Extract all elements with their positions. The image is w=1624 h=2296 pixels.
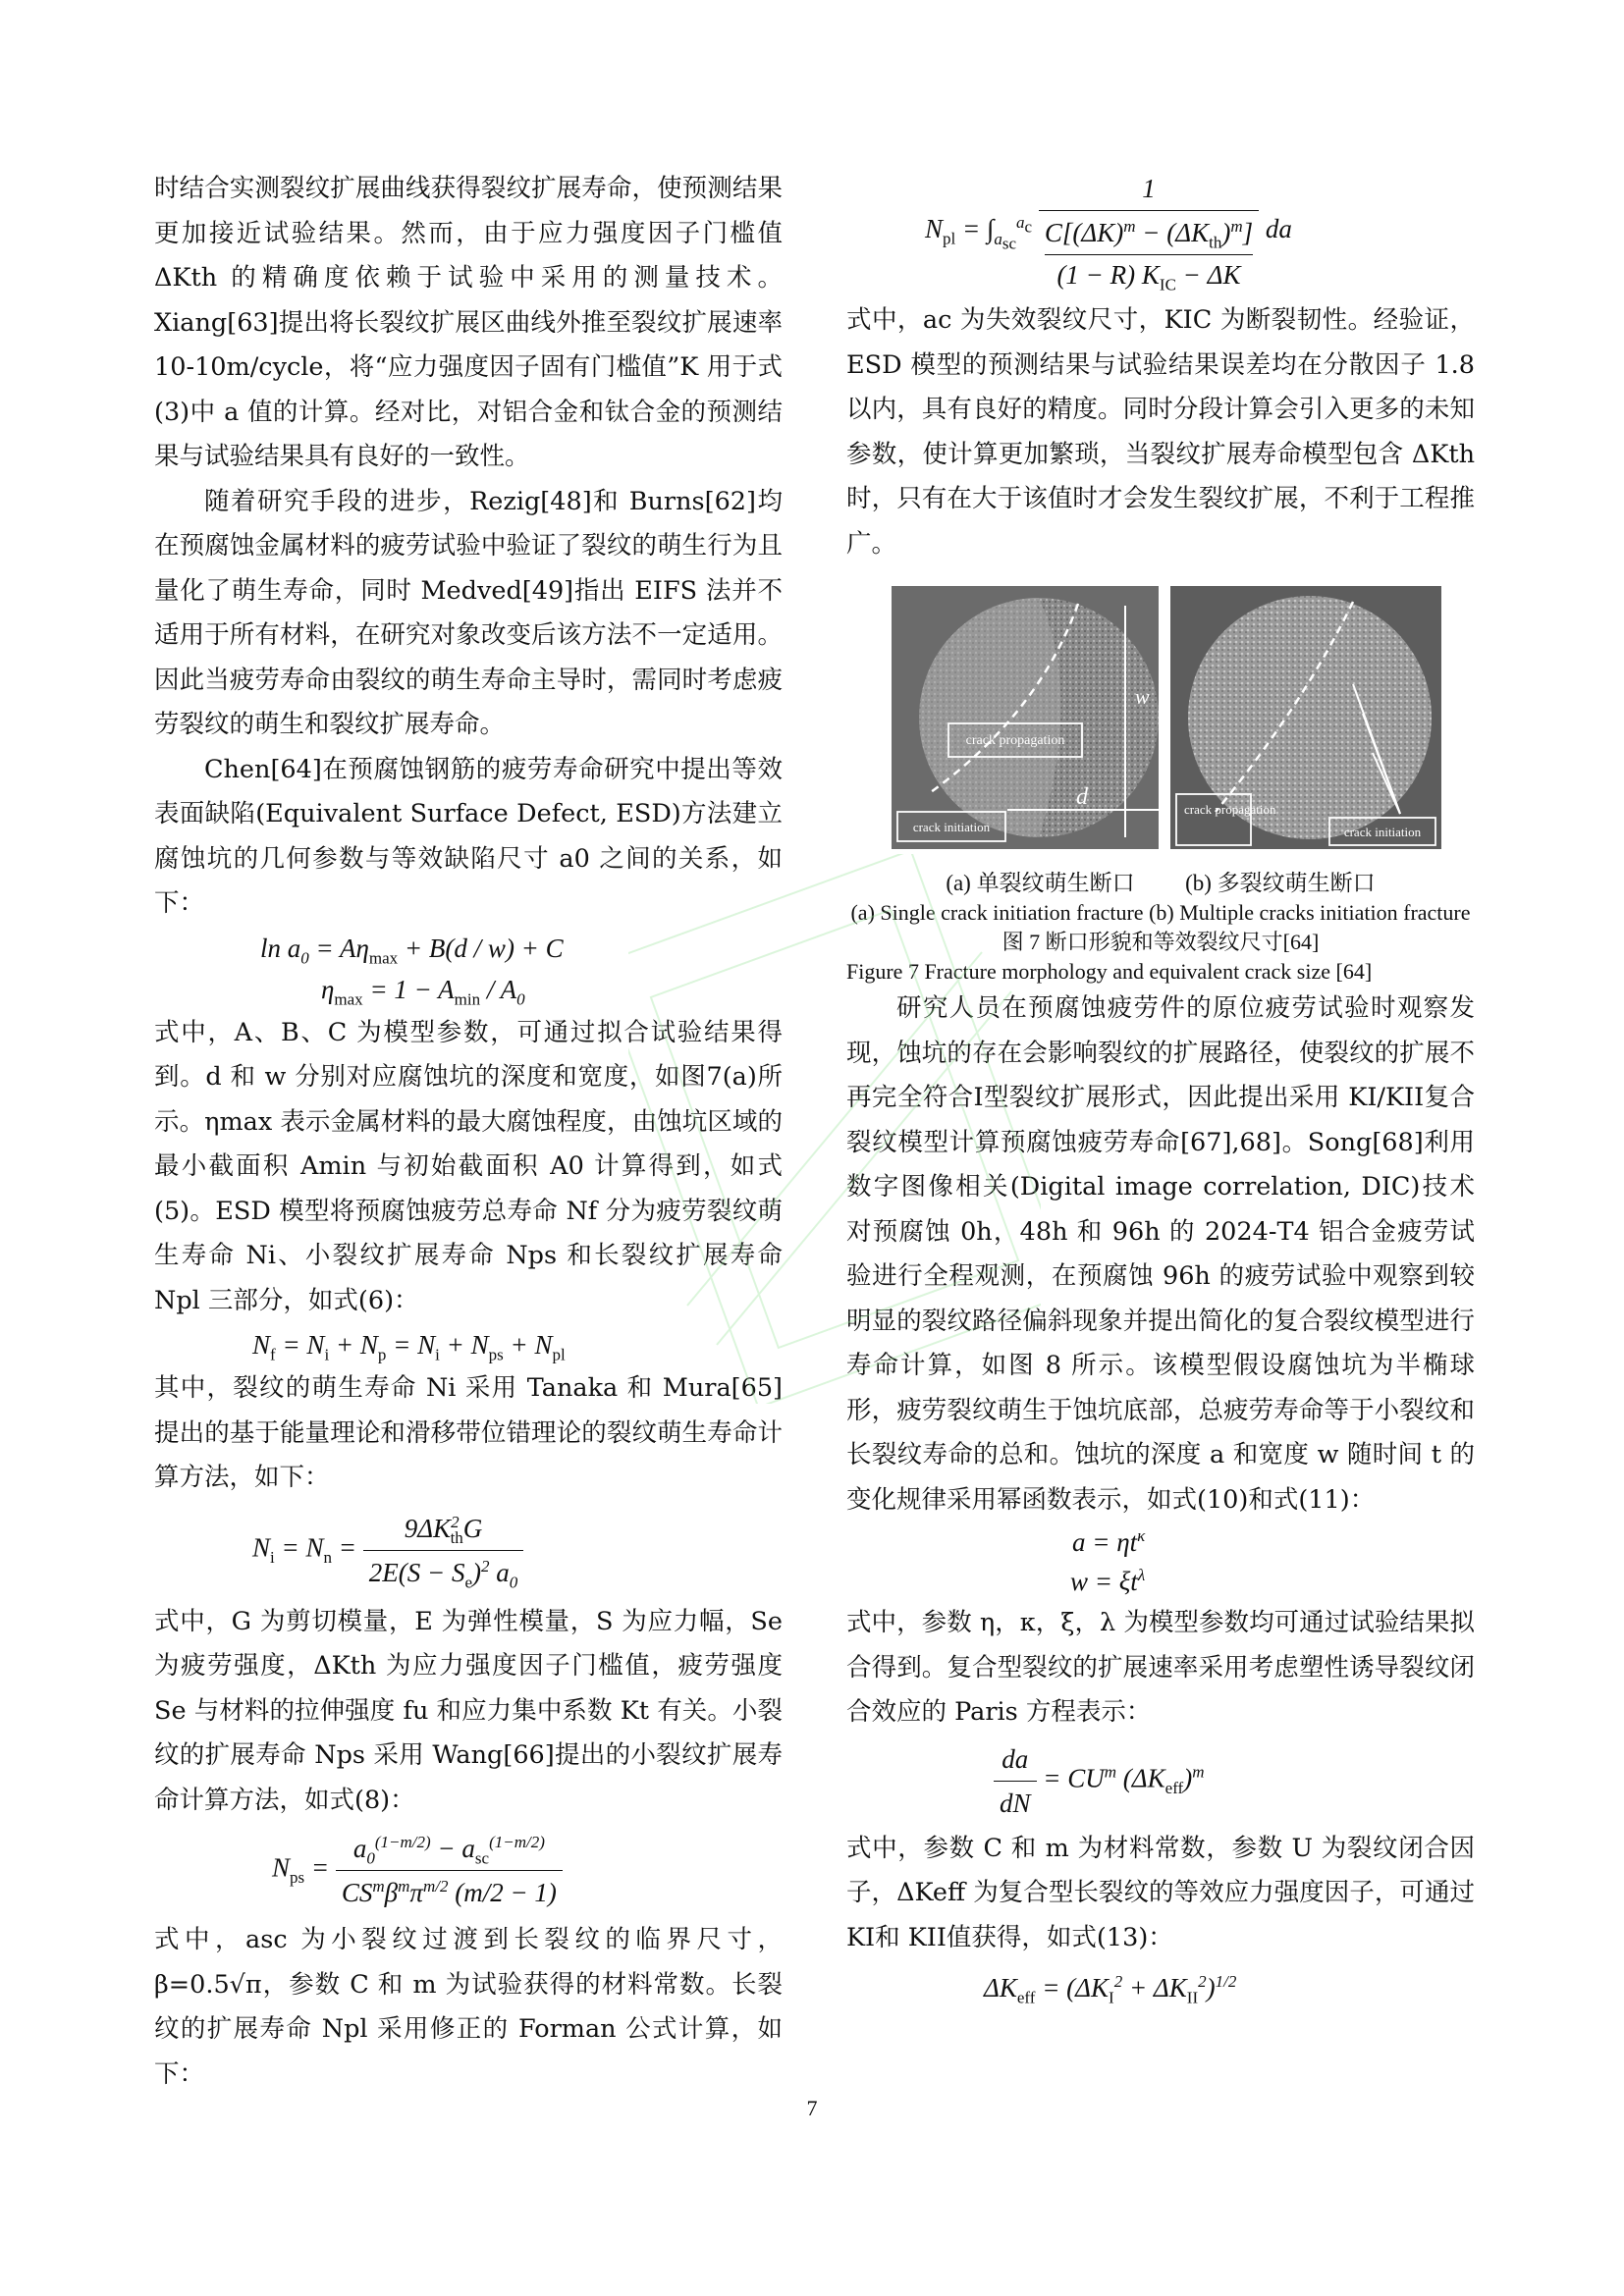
label-crack-propagation-b: crack propagation <box>1184 802 1276 817</box>
right-column <box>846 169 1475 2015</box>
label-w: w <box>1135 684 1150 709</box>
left-paragraph-4: 式中，A、B、C 为模型参数，可通过拟合试验结果得到。d 和 w 分别对应腐蚀坑的深度和宽度，如图7(a)所示。ηmax 表示金属材料的最大腐蚀程度，由蚀坑区域的最小截面积 Amin 与初始截面积 A0 计算得到，如式(5)。ESD 模型将预腐蚀疲劳总寿命 Nf 分为疲劳裂纹萌生寿命 Ni、小裂纹扩展寿命 Nps 和长裂纹扩展寿命 Npl 三部分，如式(6)： <box>154 1017 783 1315</box>
left-paragraph-7: 式中，asc 为小裂纹过渡到长裂纹的临界尺寸，β=0.5√π，参数 C 和 m 为试验获得的材料常数。长裂纹的扩展寿命 Npl 采用修正的 Forman 公式计算，如下： <box>154 1925 783 2089</box>
left-paragraph-2: 随着研究手段的进步，Rezig[48]和 Burns[62]均在预腐蚀金属材料的疲劳试验中验证了裂纹的萌生行为且量化了萌生寿命，同时 Medved[49]指出 EIFS 法并不适用于所有材料，在研究对象改变后该方法不一定适用。因此当疲劳寿命由裂纹的萌生寿命主导时，需同时考虑疲劳裂纹的萌生和裂纹扩展寿命。 <box>154 486 783 739</box>
left-paragraph-5: 其中，裂纹的萌生寿命 Ni 采用 Tanaka 和 Mura[65]提出的基于能量理论和滑移带位错理论的裂纹萌生寿命计算方法，如下： <box>154 1373 783 1492</box>
subcaption-a: (a) 单裂纹萌生断口 <box>946 871 1135 895</box>
label-crack-propagation: crack propagation <box>965 733 1065 748</box>
fracture-photos <box>892 586 1441 849</box>
equation-6: $N_f = N_i + N_p = N_i + N_{ps} + N_{pl}$ <box>252 1330 566 1364</box>
right-paragraph-2: 研究人员在预腐蚀疲劳件的原位疲劳试验时观察发现，蚀坑的存在会影响裂纹的扩展路径，使裂纹的扩展不再完全符合I型裂纹扩展形式，因此提出采用 KI/KII复合裂纹模型计算预腐蚀疲劳寿命[67],68]。Song[68]利用数字图像相关(Digital image correlation, DIC)技术对预腐蚀 0h，48h 和 96h 的 2024-T4 铝合金疲劳试验进行全程观测，在预腐蚀 96h 的疲劳试验中观察到较明显的裂纹路径偏斜现象并提出简化的复合裂纹模型进行寿命计算，如图 8 所示。该模型假设腐蚀坑为半椭球形，疲劳裂纹萌生于蚀坑底部，总疲劳寿命等于小裂纹和长裂纹寿命的总和。蚀坑的深度 a 和宽度 w 随时间 t 的变化规律采用幂函数表示，如式(10)和式(11)： <box>846 993 1475 1515</box>
equation-13: $\Delta K_{eff} = (\Delta K_I^2 + \Delta K_{II}^2)^{1/2}$ <box>984 1972 1237 2007</box>
right-paragraph-1: 式中，ac 为失效裂纹尺寸，KIC 为断裂韧性。经验证，ESD 模型的预测结果与试验结果误差均在分散因子 1.8 以内，具有良好的精度。同时分段计算会引入更多的未知参数，使计算更加繁琐，当裂纹扩展寿命模型包含 ΔKth 时，只有在大于该值时才会发生裂纹扩展，不利于工程推广。 <box>846 305 1475 559</box>
equation-5: $\eta_{max} = 1 - A_{min} / A_0$ <box>321 974 525 1008</box>
figure-7 <box>892 586 1441 849</box>
left-paragraph-3: Chen[64]在预腐蚀钢筋的疲劳寿命研究中提出等效表面缺陷(Equivalent Surface Defect, ESD)方法建立腐蚀坑的几何参数与等效缺陷尺寸 a0 之间的关系，如下： <box>154 754 783 918</box>
figure-title-en: Figure 7 Fracture morphology and equivalent crack size [64] <box>846 959 1373 984</box>
figure-title-cn: 图 7 断口形貌和等效裂纹尺寸[64] <box>1001 930 1320 954</box>
equation-9: $N_{pl} = \int_{a_{sc}}^{a_c}$ 1 $C[(\Delta K)^m - (\Delta K_{th})^m]$ (1 − R) $K_{IC} - \Delta K$ da <box>846 169 1475 294</box>
equation-10: $a = \eta t^\kappa$ <box>1072 1526 1146 1557</box>
right-paragraph-4: 式中，参数 C 和 m 为材料常数，参数 U 为裂纹闭合因子，ΔKeff 为复合型长裂纹的等效应力强度因子，可通过 KI和 KII值获得，如式(13)： <box>846 1833 1475 1952</box>
equation-7: $N_i = N_n$ = $\frac{9\Delta K^2_{th}G}{2E(S - S_e)^2 a_0}$ <box>154 1509 783 1592</box>
figure-subcaptions-cn <box>846 869 1475 898</box>
equation-8: $N_{ps}$ = $\frac{a_0^{(1-m/2)} - a_{sc}^{(1-m/2)}}{CS^m\beta^m\pi^{m/2} (m/2 - 1)}$ <box>154 1829 783 1912</box>
figure-subcaption-en: (a) Single crack initiation fracture (b) Multiple cracks initiation fracture <box>850 900 1471 925</box>
equation-4: $\ln a_0 = A\eta_{max} + B(d / w) + C$ <box>260 933 564 967</box>
equation-11: $w = \xi t^\lambda$ <box>1070 1566 1146 1596</box>
label-crack-initiation: crack initiation <box>912 820 991 834</box>
page-number: 7 <box>806 2096 818 2120</box>
equation-12: $\frac{da}{dN}$ = $CU^m$ $(\Delta K_{eff})^m$ <box>846 1739 1475 1823</box>
label-crack-initiation-b: crack initiation <box>1343 825 1422 839</box>
right-paragraph-3: 式中，参数 η，κ，ξ，λ 为模型参数均可通过试验结果拟合得到。复合型裂纹的扩展速率采用考虑塑性诱导裂纹闭合效应的 Paris 方程表示： <box>846 1608 1475 1727</box>
subcaption-b: (b) 多裂纹萌生断口 <box>1185 871 1376 895</box>
left-paragraph-6: 式中，G 为剪切模量，E 为弹性模量，S 为应力幅，Se 为疲劳强度，ΔKth 为应力强度因子门槛值，疲劳强度 Se 与材料的拉伸强度 fu 和应力集中系数 Kt 有关。小裂纹的扩展寿命 Nps 采用 Wang[66]提出的小裂纹扩展寿命计算方法，如式(8)： <box>154 1606 783 1815</box>
label-d: d <box>1076 784 1088 810</box>
left-column <box>154 167 783 2097</box>
left-paragraph-1: 时结合实测裂纹扩展曲线获得裂纹扩展寿命，使预测结果更加接近试验结果。然而，由于应力强度因子门槛值 ΔKth 的精确度依赖于试验中采用的测量技术。Xiang[63]提出将长裂纹扩展区曲线外推至裂纹扩展速率 10-10m/cycle，将“应力强度因子固有门槛值”K 用于式(3)中 a 值的计算。经对比，对铝合金和钛合金的预测结果与试验结果具有良好的一致性。 <box>154 174 783 471</box>
